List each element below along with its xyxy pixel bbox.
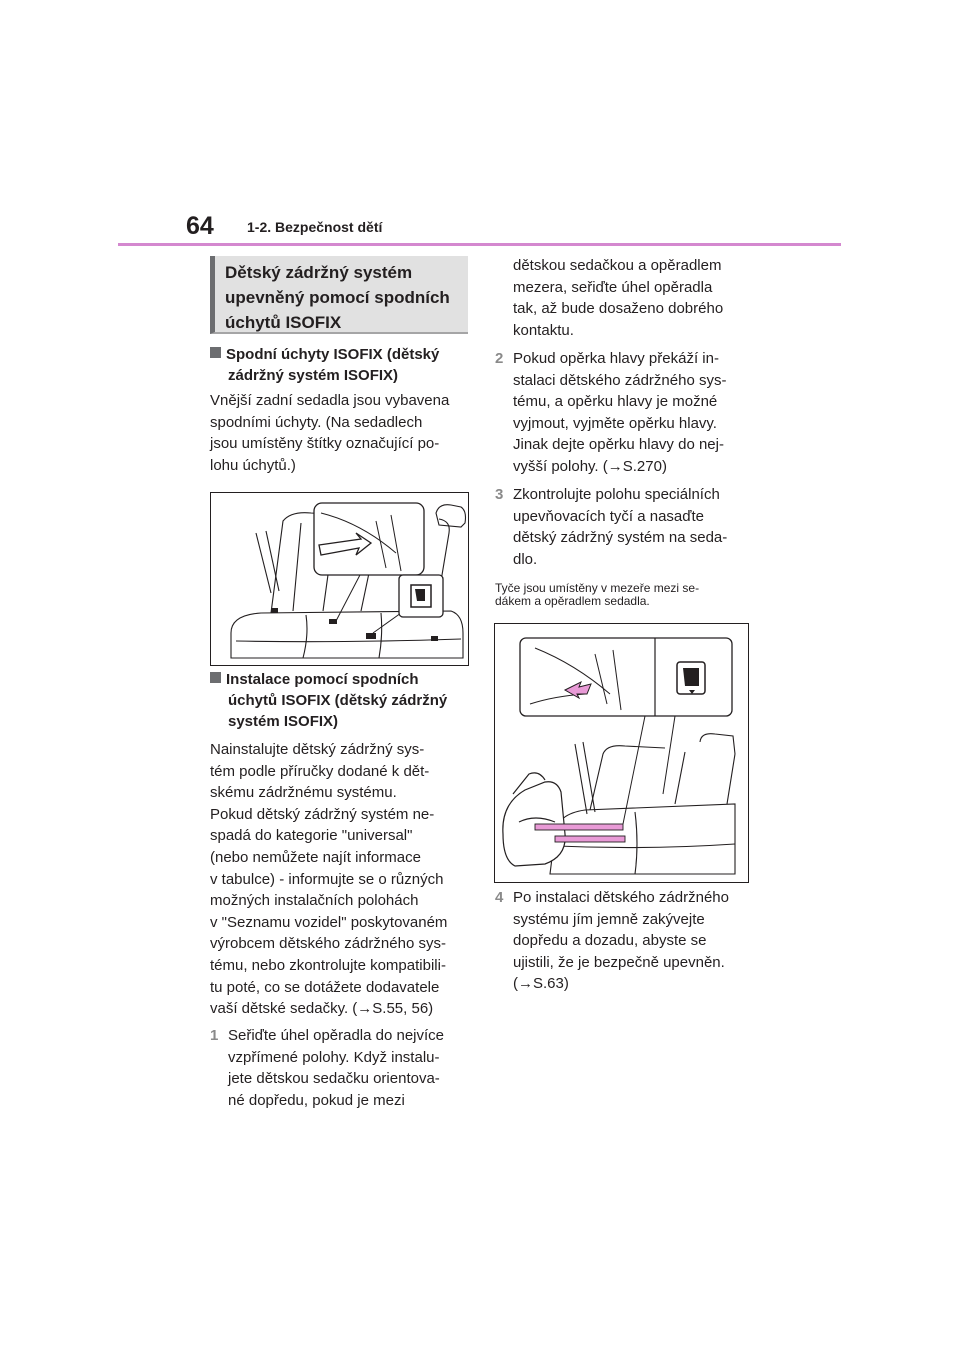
step-number: 3 [495,486,504,503]
subheading-line: zádržný systém ISOFIX) [228,367,399,384]
note-text [495,582,757,608]
text-line: Vnější zadní sedadla jsou vybavena [210,392,450,409]
text-line: dětskou sedačkou a opěradlem [513,257,722,274]
text-line: tém podle příručky dodané k dět- [210,762,430,780]
text-line: vyjmout, vyjměte opěrku hlavy. [513,414,717,432]
text-line: tému, a opěrku hlavy je možné [513,393,718,411]
text-line: mezera, seřiďte úhel opěradla [513,278,713,296]
step-number: 1 [210,1027,219,1044]
figure-isofix-anchors [210,492,469,666]
text-line: Pokud dětský zádržný systém ne- [210,805,435,823]
topic-heading-box [210,256,468,334]
child-seat-illustration [495,624,748,882]
paragraph-anchors [210,390,470,476]
subheading-isofix-installation [210,669,447,732]
subheading-line: Spodní úchyty ISOFIX (dětský [226,346,440,363]
text-line: dětský zádržný systém na seda- [513,529,728,547]
paragraph-installation [210,739,472,1020]
step-number: 4 [495,889,504,906]
text-line: jete dětskou sedačku orientova- [228,1070,440,1088]
subheading-line: systém ISOFIX) [228,713,339,730]
text-line: dákem a opěradlem sedadla. [495,594,650,608]
topic-heading-line: upevněný pomocí spodních [225,288,450,307]
text-line: spadá do kategorie "universal" [210,827,413,845]
subheading-isofix-anchors [210,344,439,386]
subheading-line: Instalace pomocí spodních [226,671,419,688]
text-line: Nainstalujte dětský zádržný sys- [210,741,425,758]
text-line: Pokud opěrka hlavy překáží in- [513,350,719,367]
bullet-square-icon [210,347,221,358]
text-line: Tyče jsou umístěny v mezeře mezi se- [495,581,700,595]
text-line: Jinak dejte opěrku hlavy do nej- [513,436,724,454]
text-line: v "Seznamu vozidel" poskytovaném [210,913,448,931]
text-line: (nebo nemůžete najít informace [210,848,421,866]
subheading-line: úchytů ISOFIX (dětský zádržný [228,692,448,709]
text-line: stalaci dětského zádržného sys- [513,371,727,389]
rear-seat-illustration [211,493,468,665]
text-line: né dopředu, pokud je mezi [228,1091,405,1109]
text-line: dopředu a dozadu, abyste se [513,932,707,950]
text-line: možných instalačních polohách [210,892,419,910]
header-rule [118,243,841,246]
step-2 [495,348,757,478]
text-line: vyšší polohy. (→S.270) [513,457,667,475]
step-3 [495,484,757,570]
text-line: skému zádržnému systému. [210,784,397,802]
text-line: tému, nebo zkontrolujte kompatibili- [210,956,446,974]
text-line: Zkontrolujte polohu speciálních [513,486,720,503]
text-line: tak, až bude dosaženo dobrého [513,300,724,318]
text-line: ujistili, že je bezpečně upevněn. [513,953,725,971]
text-line: kontaktu. [513,321,574,339]
text-line: v tabulce) - informujte se o různých [210,870,444,888]
step-4 [495,887,757,995]
text-line: jsou umístěny štítky označující po- [210,435,440,453]
text-line: lohu úchytů.) [210,456,296,474]
text-line: systému jím jemně zakývejte [513,910,705,928]
figure-isofix-installation [494,623,749,883]
step-1-continued [495,255,757,341]
text-line: vaší dětské sedačky. (→S.55, 56) [210,1000,434,1018]
topic-heading-line: Dětský zádržný systém [225,263,413,282]
bullet-square-icon [210,672,221,683]
text-line: dlo. [513,550,538,568]
topic-heading-line: úchytů ISOFIX [225,313,342,332]
text-line: výrobcem dětského zádržného sys- [210,935,446,953]
text-line: upevňovacích tyčí a nasaďte [513,507,705,525]
step-1 [210,1025,472,1111]
step-number: 2 [495,350,504,367]
text-line: Po instalaci dětského zádržného [513,889,729,906]
page-number: 64 [186,212,214,240]
text-line: vzpřímené polohy. Když instalu- [228,1048,440,1066]
text-line: Seřiďte úhel opěradla do nejvíce [228,1027,445,1044]
section-title: 1-2. Bezpečnost dětí [247,219,383,235]
text-line: tu poté, co se dotážete dodavatele [210,978,440,996]
text-line: spodními úchyty. (Na sedadlech [210,413,423,431]
text-line: (→S.63) [513,975,569,993]
